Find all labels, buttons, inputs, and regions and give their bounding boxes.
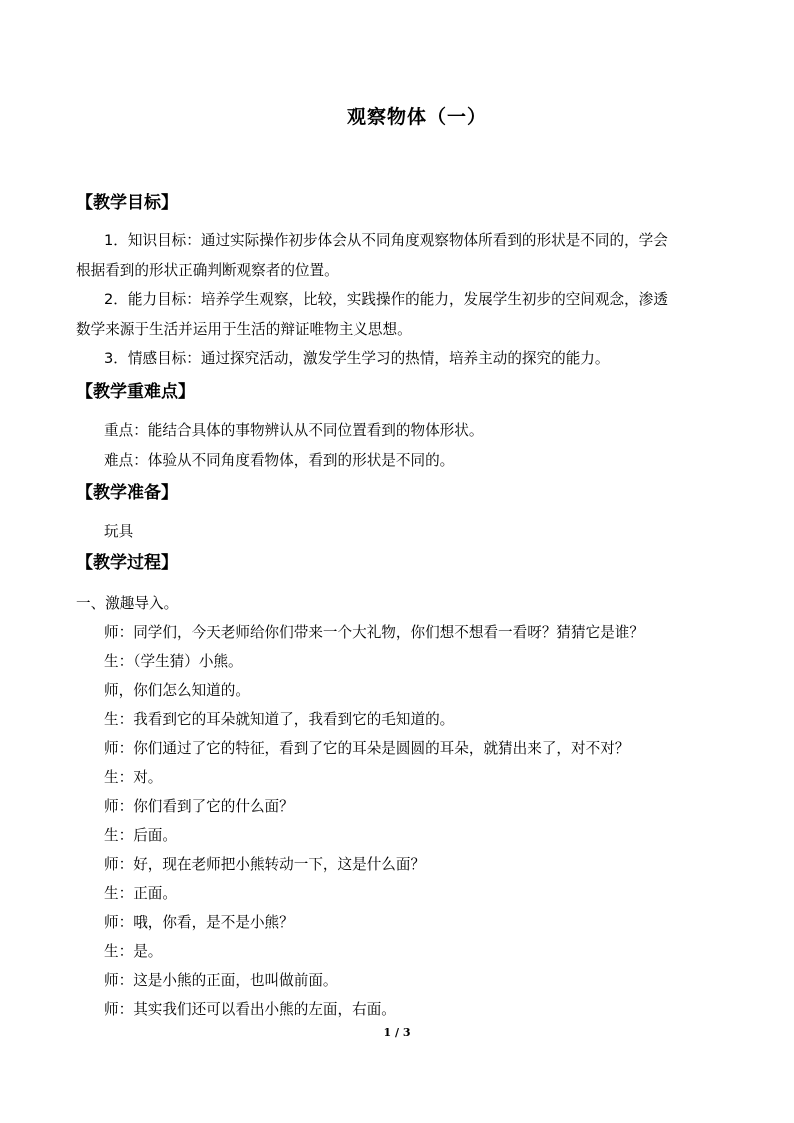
dialogue-line: 师，你们怎么知道的。 xyxy=(104,682,250,699)
dialogue-line: 师：好，现在老师把小熊转动一下，这是什么面？ xyxy=(104,856,426,873)
dialogue-line: 生：（学生猜）小熊。 xyxy=(104,653,243,670)
process-subheading: 一、激趣导入。 xyxy=(76,595,179,612)
dialogue-line: 生：是。 xyxy=(104,943,163,960)
dialogue-line: 生：正面。 xyxy=(104,885,177,902)
key-point-line: 难点：体验从不同角度看物体，看到的形状是不同的。 xyxy=(104,452,455,469)
section-heading-objectives: 【教学目标】 xyxy=(76,193,178,213)
section-heading-process: 【教学过程】 xyxy=(76,553,178,573)
page-title: 观察物体（一） xyxy=(346,106,487,128)
key-point-line: 重点：能结合具体的事物辨认从不同位置看到的物体形状。 xyxy=(104,422,484,439)
section-heading-key-points: 【教学重难点】 xyxy=(76,382,195,402)
section-heading-preparation: 【教学准备】 xyxy=(76,483,178,503)
dialogue-line: 师：同学们，今天老师给你们带来一个大礼物，你们想不想看一看呀？猜猜它是谁？ xyxy=(104,624,644,641)
objective-line: 数学来源于生活并运用于生活的辩证唯物主义思想。 xyxy=(76,321,412,338)
dialogue-line: 师：你们通过了它的特征，看到了它的耳朵是圆圆的耳朵，就猜出来了，对不对？ xyxy=(104,740,630,757)
objective-line: 根据看到的形状正确判断观察者的位置。 xyxy=(76,262,339,279)
preparation-item: 玩具 xyxy=(104,523,134,540)
dialogue-line: 生：后面。 xyxy=(104,827,177,844)
dialogue-line: 师：其实我们还可以看出小熊的左面，右面。 xyxy=(104,1001,396,1018)
page-number: 1 / 3 xyxy=(383,1026,411,1039)
objective-line: 1．知识目标：通过实际操作初步体会从不同角度观察物体所看到的形状是不同的，学会 xyxy=(104,232,668,249)
dialogue-line: 师：这是小熊的正面，也叫做前面。 xyxy=(104,972,338,989)
dialogue-line: 生：我看到它的耳朵就知道了，我看到它的毛知道的。 xyxy=(104,711,455,728)
dialogue-line: 师：你们看到了它的什么面？ xyxy=(104,798,294,815)
objective-line: 2．能力目标：培养学生观察，比较，实践操作的能力，发展学生初步的空间观念，渗透 xyxy=(104,291,668,308)
objective-line: 3．情感目标：通过探究活动，激发学生学习的热情，培养主动的探究的能力。 xyxy=(104,350,610,367)
dialogue-line: 师：哦，你看，是不是小熊？ xyxy=(104,914,294,931)
dialogue-line: 生：对。 xyxy=(104,769,163,786)
